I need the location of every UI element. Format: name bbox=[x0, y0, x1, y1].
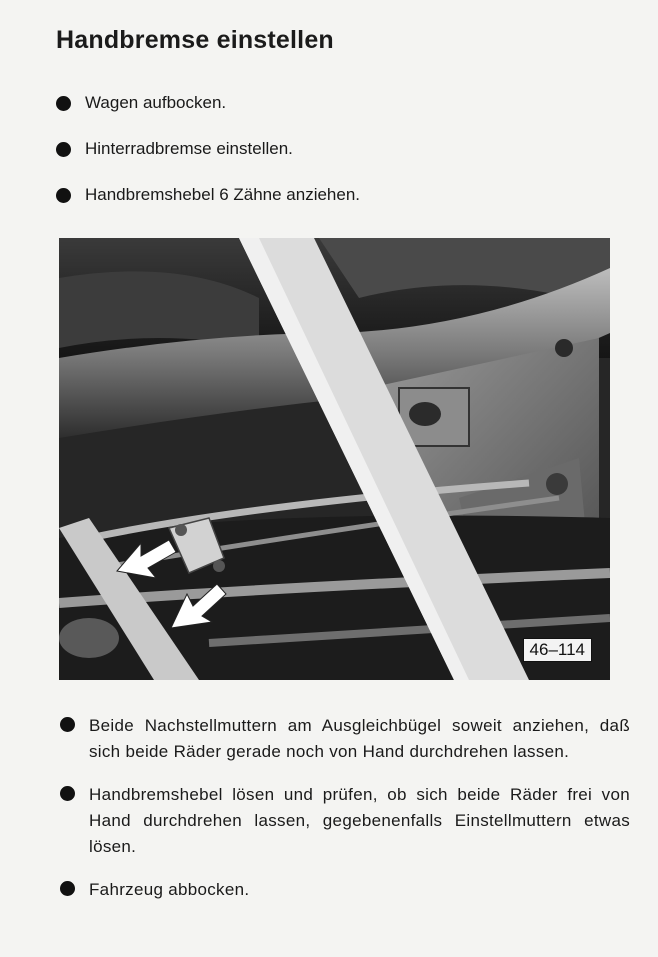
bullet-icon bbox=[56, 188, 71, 203]
step-text: Handbremshebel lösen und prüfen, ob sich beide Räder frei von Hand durchdrehen lassen, gegebenenfalls Einstellmuttern etwas lösen. bbox=[89, 785, 630, 856]
undercarriage-illustration bbox=[59, 238, 610, 680]
step-text: Handbremshebel 6 Zähne anziehen. bbox=[85, 185, 361, 204]
step-text: Wagen aufbocken. bbox=[85, 93, 227, 112]
page-title: Handbremse einstellen bbox=[56, 26, 334, 54]
list-item bbox=[60, 877, 630, 903]
bullet-icon bbox=[60, 881, 75, 896]
steps-list-bottom bbox=[60, 713, 630, 920]
list-item bbox=[56, 184, 616, 206]
figure-number: 46–114 bbox=[523, 638, 592, 662]
step-text: Hinterradbremse einstellen. bbox=[85, 139, 293, 158]
list-item bbox=[60, 782, 630, 860]
bullet-icon bbox=[56, 142, 71, 157]
bullet-icon bbox=[60, 786, 75, 801]
list-item bbox=[56, 138, 616, 160]
list-item bbox=[56, 92, 616, 114]
bullet-icon bbox=[60, 717, 75, 732]
handbrake-photo bbox=[59, 238, 610, 680]
bullet-icon bbox=[56, 96, 71, 111]
steps-list-top bbox=[56, 92, 616, 230]
step-text: Beide Nachstellmuttern am Ausgleichbügel soweit anziehen, daß sich beide Räder gerade noch von Hand durchdrehen lassen. bbox=[89, 716, 630, 761]
step-text: Fahrzeug abbocken. bbox=[89, 880, 250, 899]
list-item bbox=[60, 713, 630, 765]
